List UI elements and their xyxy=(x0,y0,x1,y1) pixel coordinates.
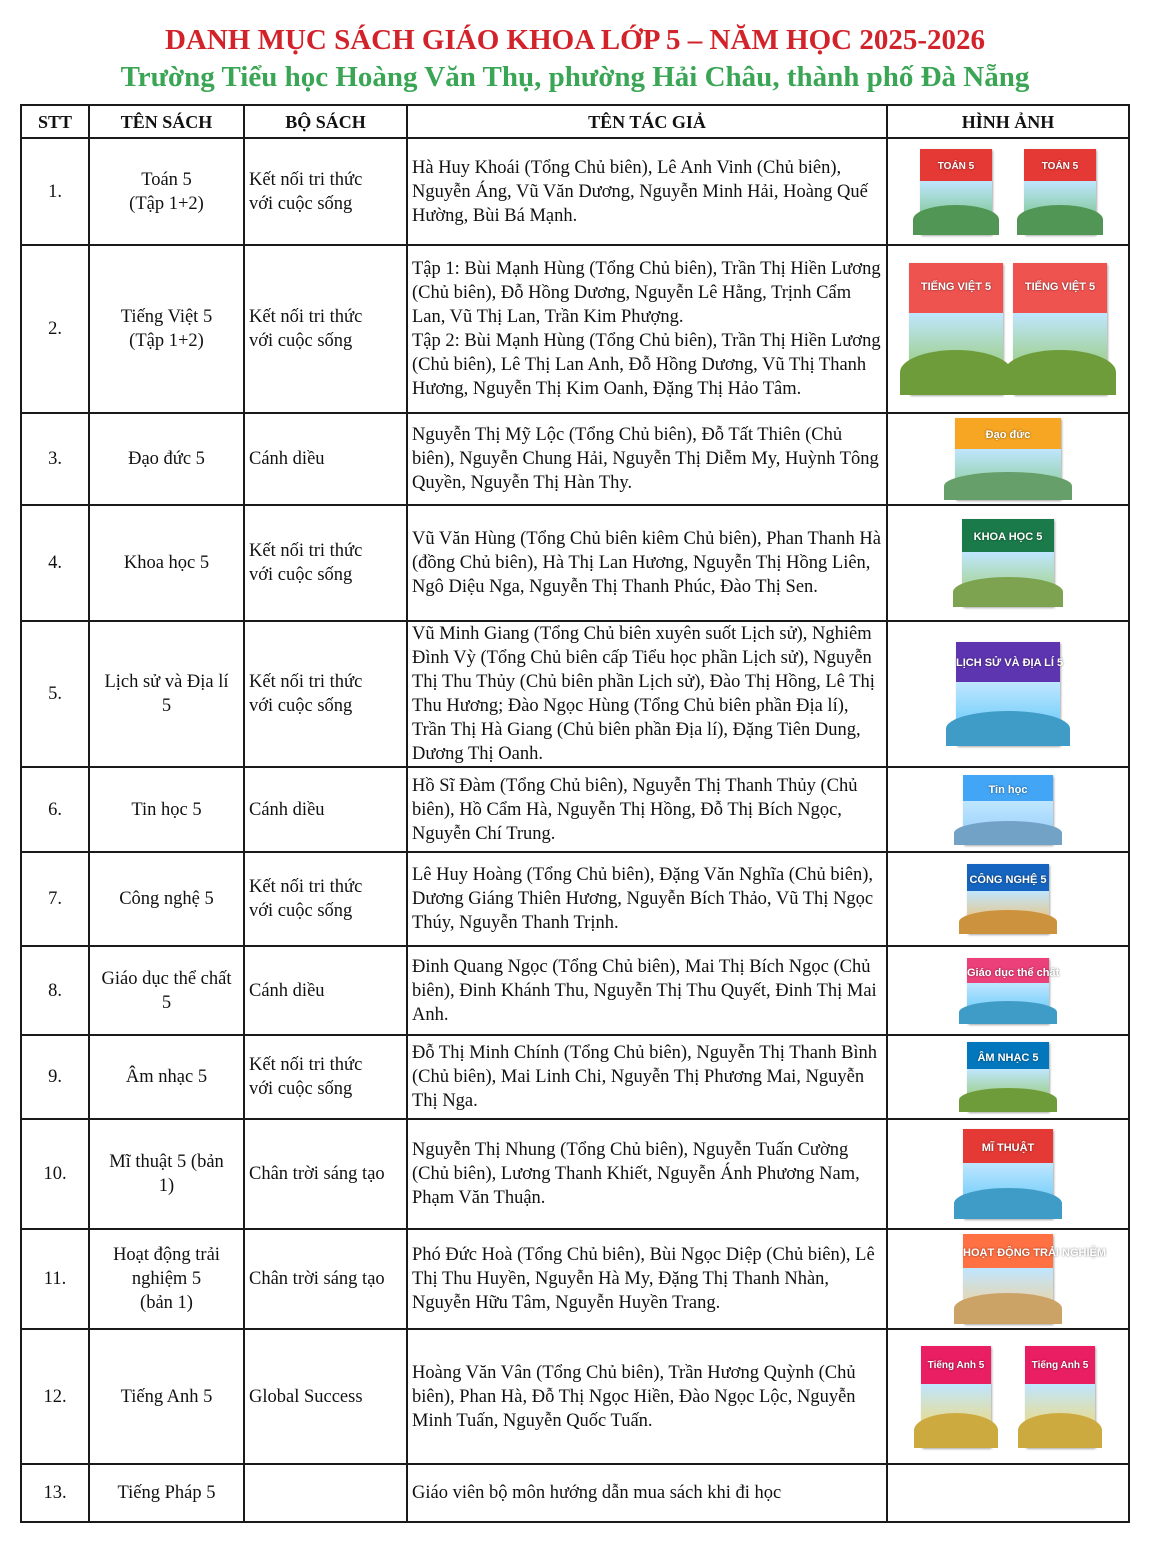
row-authors: Nguyễn Thị Nhung (Tổng Chủ biên), Nguyễn Tuấn Cường (Chủ biên), Lương Thanh Khiết, Nguyễn Ánh Phương Nam, Phạm Văn Thuận. xyxy=(407,1119,887,1229)
row-book-series: Cánh diều xyxy=(244,413,407,505)
row-stt: 11. xyxy=(21,1229,89,1329)
book-cover-title: TOÁN 5 xyxy=(1041,160,1079,172)
row-authors: Giáo viên bộ môn hướng dẫn mua sách khi đi học xyxy=(407,1464,887,1522)
row-book-name: Tiếng Việt 5 (Tập 1+2) xyxy=(89,245,244,413)
row-image-cell xyxy=(887,852,1129,946)
table-row xyxy=(21,413,1129,505)
page-subtitle: Trường Tiểu học Hoàng Văn Thụ, phường Hải Châu, thành phố Đà Nẵng xyxy=(120,61,1030,93)
row-stt: 6. xyxy=(21,767,89,852)
row-authors: Phó Đức Hoà (Tổng Chủ biên), Bùi Ngọc Diệp (Chủ biên), Lê Thị Thu Huyền, Nguyễn Hà My, Đặng Thị Thanh Nhàn, Nguyễn Hữu Tâm, Nguyễn Huyền Trang. xyxy=(407,1229,887,1329)
row-book-series: Kết nối tri thức với cuộc sống xyxy=(244,1035,407,1119)
book-cover-icon xyxy=(967,864,1049,934)
table-row xyxy=(21,621,1129,767)
row-image-cell xyxy=(887,621,1129,767)
header-series: BỘ SÁCH xyxy=(244,105,407,138)
book-cover-icon xyxy=(1013,263,1107,395)
book-cover-title: ÂM NHẠC 5 xyxy=(977,1051,1039,1064)
row-image-cell xyxy=(887,1464,1129,1522)
row-book-series: Cánh diều xyxy=(244,767,407,852)
row-stt: 3. xyxy=(21,413,89,505)
table-row xyxy=(21,852,1129,946)
row-authors: Lê Huy Hoàng (Tổng Chủ biên), Đặng Văn Nghĩa (Chủ biên), Dương Giáng Thiên Hương, Nguyễn Bích Thảo, Vũ Thị Ngọc Thúy, Nguyễn Thanh Trịnh. xyxy=(407,852,887,946)
book-cover-icon xyxy=(963,1234,1106,1324)
book-cover-title: TIẾNG VIỆT 5 xyxy=(920,281,992,294)
row-authors: Vũ Minh Giang (Tổng Chủ biên xuyên suốt Lịch sử), Nghiêm Đình Vỳ (Tổng Chủ biên cấp Tiểu học phần Lịch sử), Nguyễn Thị Thu Thủy (Chủ biên phần Lịch sử), Đào Thị Hồng, Lê Thị Thu Hương; Đào Ngọc Hùng (Tổng Chủ biên phần Địa lí), Trần Thị Hà Giang (Chủ biên phần Địa lí), Đặng Tiên Dung, Dương Thị Oanh. xyxy=(407,621,887,767)
row-stt: 2. xyxy=(21,245,89,413)
row-stt: 9. xyxy=(21,1035,89,1119)
row-book-name: Tiếng Anh 5 xyxy=(89,1329,244,1464)
book-cover-icon xyxy=(1025,1346,1095,1448)
row-image-cell xyxy=(887,1119,1129,1229)
book-cover-icon xyxy=(956,642,1064,746)
book-cover-title: TIẾNG VIỆT 5 xyxy=(1024,281,1096,294)
row-book-name: Đạo đức 5 xyxy=(89,413,244,505)
table-row xyxy=(21,1229,1129,1329)
header-authors: TÊN TÁC GIẢ xyxy=(407,105,887,138)
textbook-table xyxy=(20,104,1130,1523)
row-authors: Đỗ Thị Minh Chính (Tổng Chủ biên), Nguyễn Thị Thanh Bình (Chủ biên), Mai Linh Chi, Nguyễn Thị Phương Mai, Nguyễn Thị Nga. xyxy=(407,1035,887,1119)
book-cover-title: MĨ THUẬT xyxy=(981,1141,1035,1154)
table-row xyxy=(21,505,1129,621)
row-image-cell xyxy=(887,767,1129,852)
row-authors: Hoàng Văn Vân (Tổng Chủ biên), Trần Hương Quỳnh (Chủ biên), Phan Hà, Đỗ Thị Ngọc Hiền, Đào Ngọc Lộc, Nguyễn Minh Tuấn, Nguyễn Quốc Tuấn. xyxy=(407,1329,887,1464)
book-cover-title: KHOA HỌC 5 xyxy=(973,531,1043,544)
row-book-name: Khoa học 5 xyxy=(89,505,244,621)
row-stt: 8. xyxy=(21,946,89,1035)
row-image-cell xyxy=(887,1329,1129,1464)
row-authors: Hồ Sĩ Đàm (Tổng Chủ biên), Nguyễn Thị Thanh Thủy (Chủ biên), Hồ Cẩm Hà, Nguyễn Thị Hồng, Đỗ Thị Bích Ngọc, Nguyễn Chí Trung. xyxy=(407,767,887,852)
row-stt: 12. xyxy=(21,1329,89,1464)
book-cover-title: LỊCH SỬ VÀ ĐỊA LÍ 5 xyxy=(956,656,1064,669)
row-book-series: Global Success xyxy=(244,1329,407,1464)
row-book-series: Kết nối tri thức với cuộc sống xyxy=(244,245,407,413)
table-row xyxy=(21,1119,1129,1229)
book-cover-icon xyxy=(955,418,1061,500)
book-cover-title: Giáo dục thể chất xyxy=(967,966,1060,979)
row-image-cell xyxy=(887,1229,1129,1329)
row-book-name: Tin học 5 xyxy=(89,767,244,852)
row-book-series: Kết nối tri thức với cuộc sống xyxy=(244,621,407,767)
table-row xyxy=(21,767,1129,852)
header-image: HÌNH ẢNH xyxy=(887,105,1129,138)
book-cover-title: CÔNG NGHỆ 5 xyxy=(969,873,1047,886)
row-book-name: Âm nhạc 5 xyxy=(89,1035,244,1119)
book-cover-icon xyxy=(967,1042,1049,1112)
row-book-series: Kết nối tri thức với cuộc sống xyxy=(244,138,407,245)
row-book-name: Công nghệ 5 xyxy=(89,852,244,946)
table-row xyxy=(21,1464,1129,1522)
row-stt: 10. xyxy=(21,1119,89,1229)
page-title: DANH MỤC SÁCH GIÁO KHOA LỚP 5 – NĂM HỌC 2025-2026 xyxy=(164,24,986,56)
table-row xyxy=(21,245,1129,413)
row-book-name: Toán 5 (Tập 1+2) xyxy=(89,138,244,245)
book-cover-icon xyxy=(909,263,1003,395)
row-stt: 4. xyxy=(21,505,89,621)
header-stt: STT xyxy=(21,105,89,138)
row-stt: 1. xyxy=(21,138,89,245)
row-image-cell xyxy=(887,413,1129,505)
row-authors: Hà Huy Khoái (Tổng Chủ biên), Lê Anh Vinh (Chủ biên), Nguyễn Áng, Vũ Văn Dương, Nguyễn Minh Hải, Hoàng Quế Hường, Bùi Bá Mạnh. xyxy=(407,138,887,245)
row-image-cell xyxy=(887,946,1129,1035)
table-row xyxy=(21,1035,1129,1119)
book-cover-icon xyxy=(921,1346,991,1448)
book-cover-icon xyxy=(1024,149,1096,235)
book-cover-title: Đạo đức xyxy=(985,429,1031,442)
book-cover-icon xyxy=(963,775,1053,845)
book-cover-icon xyxy=(963,1129,1053,1219)
table-row xyxy=(21,946,1129,1035)
row-book-series: Kết nối tri thức với cuộc sống xyxy=(244,852,407,946)
row-book-name: Lịch sử và Địa lí 5 xyxy=(89,621,244,767)
book-cover-title: Tiếng Anh 5 xyxy=(927,1359,985,1371)
row-authors: Tập 1: Bùi Mạnh Hùng (Tổng Chủ biên), Trần Thị Hiền Lương (Chủ biên), Đỗ Hồng Dương, Nguyễn Lê Hằng, Trịnh Cẩm Lan, Vũ Thị Lan, Trần Kim Phượng. Tập 2: Bùi Mạnh Hùng (Tổng Chủ biên), Trần Thị Hiền Lương (Chủ biên), Lê Thị Lan Anh, Đỗ Hồng Dương, Vũ Thị Thanh Hương, Nguyễn Thị Kim Oanh, Đặng Thị Hảo Tâm. xyxy=(407,245,887,413)
row-book-series xyxy=(244,1464,407,1522)
book-cover-icon xyxy=(967,958,1060,1024)
row-image-cell xyxy=(887,245,1129,413)
row-image-cell xyxy=(887,1035,1129,1119)
row-book-series: Kết nối tri thức với cuộc sống xyxy=(244,505,407,621)
row-image-cell xyxy=(887,505,1129,621)
row-image-cell xyxy=(887,138,1129,245)
book-cover-icon xyxy=(920,149,992,235)
table-row xyxy=(21,138,1129,245)
book-cover-icon xyxy=(962,519,1054,607)
table-row xyxy=(21,1329,1129,1464)
row-authors: Nguyễn Thị Mỹ Lộc (Tổng Chủ biên), Đỗ Tất Thiên (Chủ biên), Nguyễn Chung Hải, Nguyễn Thị Diễm My, Huỳnh Tông Quyền, Nguyễn Thị Hàn Thy. xyxy=(407,413,887,505)
row-stt: 5. xyxy=(21,621,89,767)
header-name: TÊN SÁCH xyxy=(89,105,244,138)
row-stt: 7. xyxy=(21,852,89,946)
row-authors: Vũ Văn Hùng (Tổng Chủ biên kiêm Chủ biên), Phan Thanh Hà (đồng Chủ biên), Hà Thị Lan Hương, Nguyễn Thị Hồng Liên, Ngô Diệu Nga, Nguyễn Thị Thanh Phúc, Đào Thị Sen. xyxy=(407,505,887,621)
row-book-name: Tiếng Pháp 5 xyxy=(89,1464,244,1522)
row-book-series: Cánh diều xyxy=(244,946,407,1035)
row-book-series: Chân trời sáng tạo xyxy=(244,1229,407,1329)
row-book-name: Hoạt động trải nghiệm 5 (bản 1) xyxy=(89,1229,244,1329)
table-header-row xyxy=(21,105,1129,138)
book-cover-title: TOÁN 5 xyxy=(937,160,975,172)
book-cover-title: Tin học xyxy=(988,784,1028,797)
row-book-name: Giáo dục thể chất 5 xyxy=(89,946,244,1035)
row-stt: 13. xyxy=(21,1464,89,1522)
row-book-name: Mĩ thuật 5 (bản 1) xyxy=(89,1119,244,1229)
book-cover-title: Tiếng Anh 5 xyxy=(1031,1359,1089,1371)
book-cover-title: HOẠT ĐỘNG TRẢI NGHIỆM xyxy=(963,1246,1106,1259)
row-book-series: Chân trời sáng tạo xyxy=(244,1119,407,1229)
row-authors: Đinh Quang Ngọc (Tổng Chủ biên), Mai Thị Bích Ngọc (Chủ biên), Đinh Khánh Thu, Nguyễn Thị Thu Quyết, Đinh Thị Mai Anh. xyxy=(407,946,887,1035)
